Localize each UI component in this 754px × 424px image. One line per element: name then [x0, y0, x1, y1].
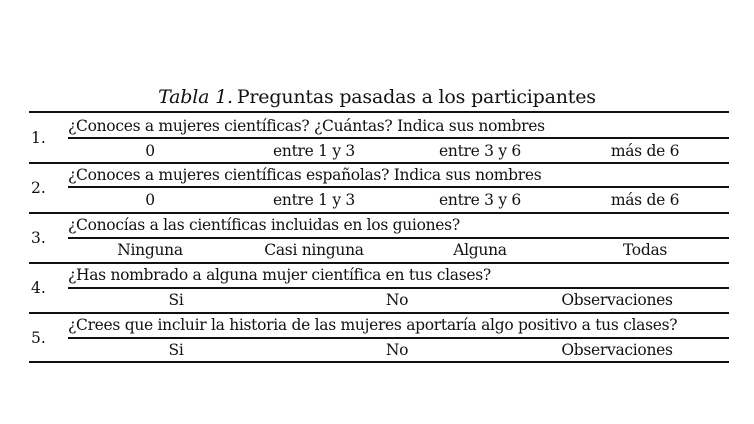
row-4-question: ¿Has nombrado a alguna mujer científica en tus clases?: [68, 266, 491, 284]
table-top-rule: [29, 111, 729, 113]
row-3-option-2: Casi ninguna: [264, 241, 364, 259]
row-4-option-1: Si: [168, 291, 184, 309]
row-2-question: ¿Conoces a mujeres científicas españolas? Indica sus nombres: [68, 166, 542, 184]
row-2-bottom-rule: [29, 212, 729, 214]
caption-label: Tabla 1.: [158, 86, 233, 108]
row-1-question: ¿Conoces a mujeres científicas? ¿Cuántas? Indica sus nombres: [68, 117, 545, 135]
row-3-option-4: Todas: [622, 241, 668, 259]
row-1-bottom-rule: [29, 162, 729, 164]
row-3-option-3: Alguna: [453, 241, 507, 259]
row-5-question: ¿Crees que incluir la historia de las mujeres aportaría algo positivo a tus clases?: [68, 316, 678, 334]
row-4-option-3: Observaciones: [561, 291, 673, 309]
row-1-option-1: 0: [145, 142, 155, 160]
row-3-bottom-rule: [29, 262, 729, 264]
row-2-number: 2.: [31, 179, 46, 197]
row-4-option-2: No: [385, 291, 409, 309]
row-3-inner-rule: [68, 237, 729, 239]
row-2-option-3: entre 3 y 6: [439, 191, 521, 209]
row-5-option-3: Observaciones: [561, 341, 673, 359]
row-2-option-1: 0: [145, 191, 155, 209]
row-4-bottom-rule: [29, 312, 729, 314]
row-5-option-2: No: [385, 341, 409, 359]
row-1-option-3: entre 3 y 6: [439, 142, 521, 160]
caption-title: Preguntas pasadas a los participantes: [236, 86, 596, 108]
row-2-option-4: más de 6: [610, 191, 680, 209]
row-5-number: 5.: [31, 329, 46, 347]
row-3-question: ¿Conocías a las científicas incluidas en los guiones?: [68, 216, 460, 234]
row-3-option-1: Ninguna: [117, 241, 183, 259]
row-2-option-2: entre 1 y 3: [273, 191, 355, 209]
row-5-inner-rule: [68, 337, 729, 339]
row-3-number: 3.: [31, 229, 46, 247]
row-1-option-4: más de 6: [610, 142, 680, 160]
row-1-option-2: entre 1 y 3: [273, 142, 355, 160]
row-4-number: 4.: [31, 279, 46, 297]
row-4-inner-rule: [68, 287, 729, 289]
row-5-option-1: Si: [168, 341, 184, 359]
table-bottom-rule: [29, 361, 729, 363]
row-1-inner-rule: [68, 137, 729, 139]
row-1-number: 1.: [31, 129, 46, 147]
row-2-inner-rule: [68, 186, 729, 188]
table-caption: [0, 86, 754, 108]
